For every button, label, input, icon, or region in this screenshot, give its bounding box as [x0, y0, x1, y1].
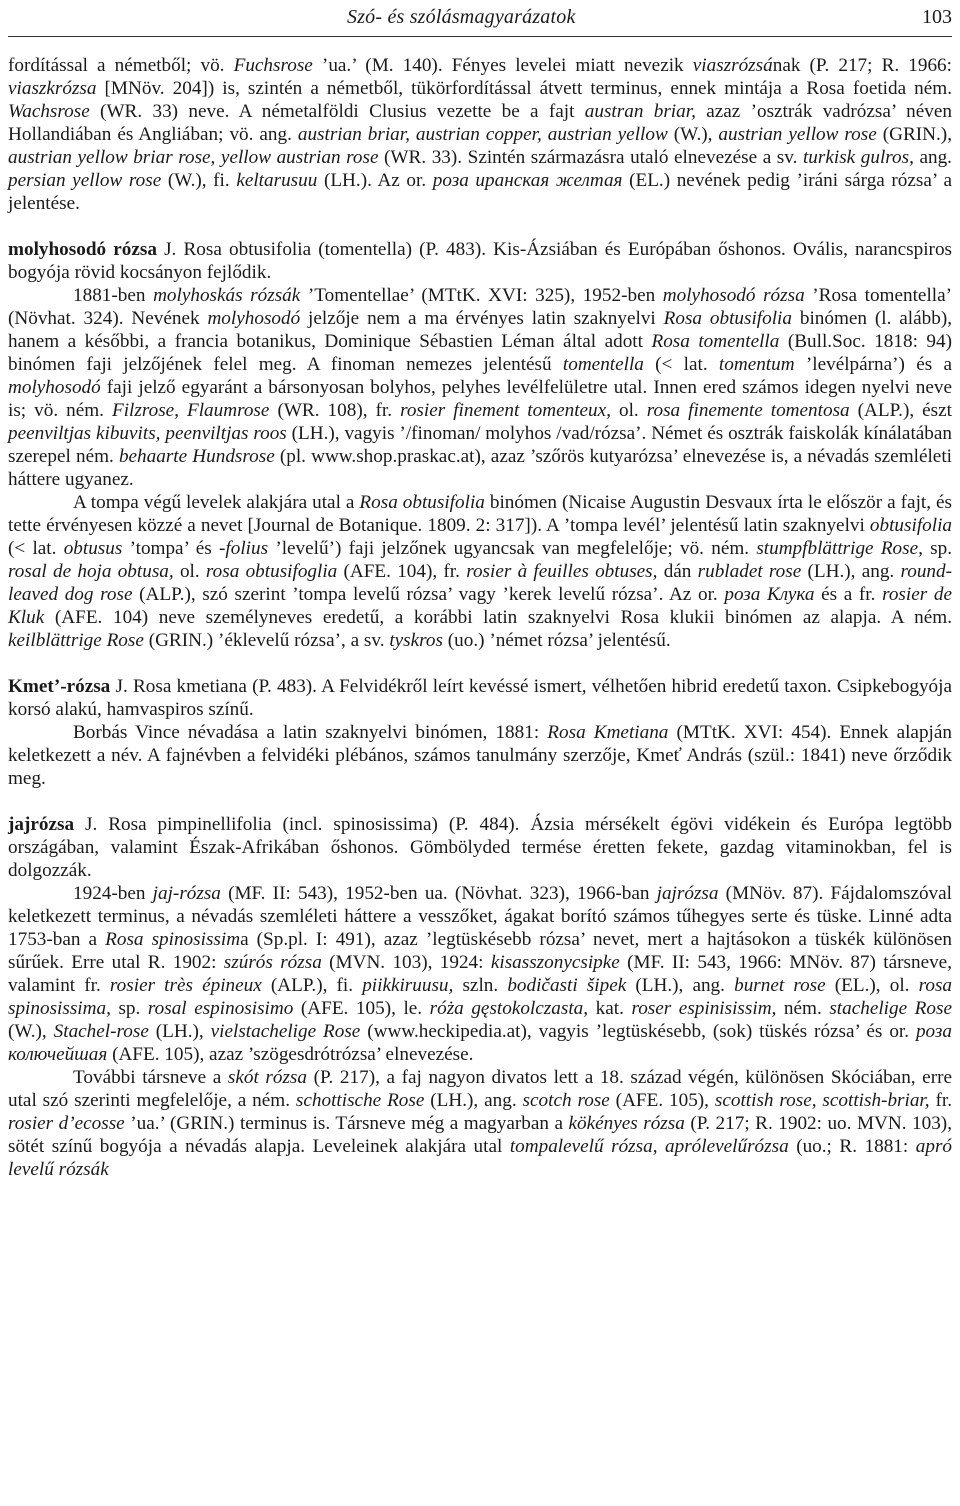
text-run: (LH.). Az or.	[317, 170, 433, 191]
paragraph	[8, 54, 952, 215]
text-run: (Bull.Soc. 1818: 94) binómen faji jelzőjének felel meg. A finoman nemezes jelentésű	[8, 331, 952, 375]
paragraph	[8, 1066, 952, 1181]
italic-term: kökényes rózsa	[568, 1113, 685, 1134]
paragraph	[8, 284, 952, 491]
text-run: (WR. 108), fr.	[269, 400, 401, 421]
text-run: ’ua.’ (GRIN.) terminus is. Társneve még a magyarban a	[124, 1113, 569, 1134]
italic-term: Filzrose, Flaumrose	[112, 400, 270, 421]
text-run: azaz ’osztrák vadrózsa’ néven Hollandiában és Angliában; vö. ang.	[8, 101, 952, 145]
text-run: További társneve a	[73, 1067, 228, 1088]
text-run: ’levelű’) faji jelzőnek ugyancsak van megfelelője; vö. ném.	[268, 538, 757, 559]
text-run: (EL.) nevének pedig ’iráni sárga rózsa’ a jelentése.	[8, 170, 952, 214]
italic-term: tompalevelű rózsa, aprólevelűrózsa	[509, 1136, 789, 1157]
italic-term: Fuchsrose	[233, 55, 313, 76]
text-run: faji jelző egyaránt a bársonyosan bolyhos, pelyhes levélfelületre utal. Innen ered számos idegen nyelvi neve is; vö. ném.	[8, 377, 952, 421]
text-run: ’Rosa tomentella’ (Növhat. 324). Nevének	[8, 285, 953, 329]
entry-headword: molyhosodó rózsa	[8, 239, 157, 260]
text-run: (EL.), ol.	[825, 975, 919, 996]
text-run: Borbás Vince névadása a latin szaknyelvi binómen, 1881:	[73, 722, 548, 743]
text-run: és a fr.	[814, 584, 883, 605]
text-run: (LH.), vagyis ’/finoman/ molyhos /vad/rózsa’. Német és osztrák faiskolák kínálatában szerepel ném.	[8, 423, 952, 467]
italic-term: molyhosodó rózsa	[662, 285, 805, 306]
text-run: sp.	[110, 998, 148, 1019]
italic-term: rosal espinosisimo	[147, 998, 294, 1019]
italic-term: szúrós rózsa	[223, 952, 322, 973]
italic-term: Stachel-rose	[53, 1021, 149, 1042]
text-run: ’levélpárna’) és a	[794, 354, 952, 375]
italic-term: schottische Rose	[295, 1090, 425, 1111]
italic-term: austrian yellow rose	[718, 124, 877, 145]
italic-term: rosier finement tomenteux,	[400, 400, 611, 421]
italic-term: rosier à feuilles obtuses,	[466, 561, 658, 582]
paragraph	[8, 721, 952, 790]
text-run: ang.	[913, 147, 952, 168]
text-run: 1881-ben	[73, 285, 154, 306]
text-run: binómen (l. alább), hanem a későbbi, a francia botanikus, Dominique Sébastien Léman által adott	[8, 308, 953, 352]
italic-term: rosier très épineux	[109, 975, 262, 996]
text-run: (AFE. 105), le.	[293, 998, 430, 1019]
italic-term: behaarte Hundsrose	[118, 446, 275, 467]
italic-term: Rosa Kmetiana	[547, 722, 669, 743]
italic-term: -folius	[219, 538, 269, 559]
italic-term: роза колючейшая	[8, 1021, 952, 1065]
text-run: (ALP.), észt	[849, 400, 952, 421]
text-run: fr.	[929, 1090, 952, 1111]
italic-term: stumpfblättrige Rose,	[756, 538, 923, 559]
italic-term: tyskros	[389, 630, 443, 651]
text-run: ol.	[610, 400, 647, 421]
text-run: (< lat.	[643, 354, 719, 375]
text-run: (MTtK. XVI: 454). Ennek alapján keletkezett a név. A fajnévben a felvidéki plébános, számos tanulmány szerzője, Kmeť András (szül.: 1841) neve őrződik meg.	[8, 722, 952, 789]
text-run: (MF. II: 543), 1952-ben ua. (Növhat. 323), 1966-ban	[220, 883, 657, 904]
text-run: ném.	[776, 998, 830, 1019]
text-run: (ALP.), szó szerint ’tompa levelű rózsa’ vagy ’kerek levelű rózsa’. Az or.	[132, 584, 725, 605]
italic-term: róża gęstokolczasta,	[429, 998, 589, 1019]
text-run: (uo.; R. 1881:	[788, 1136, 916, 1157]
italic-term: skót rózsa	[227, 1067, 307, 1088]
italic-term: rosa spinosissima,	[8, 975, 953, 1019]
text-run: (MF. II: 543, 1966: MNöv. 87) társneve, valamint fr.	[8, 952, 952, 996]
text-run: ’tompa’ és	[122, 538, 220, 559]
italic-term: piikkiruusu,	[362, 975, 454, 996]
italic-term: austrian briar, austrian copper, austrian yellow	[297, 124, 668, 145]
italic-term: scotch rose	[522, 1090, 610, 1111]
dictionary-entry	[8, 238, 952, 284]
italic-term: keltarusuu	[236, 170, 318, 191]
italic-term: obtusus	[63, 538, 123, 559]
entry-headword: Kmet’-rózsa	[8, 676, 111, 697]
italic-term: rubladet rose	[697, 561, 802, 582]
page-body	[8, 54, 952, 1181]
italic-term: tomentum	[718, 354, 795, 375]
italic-term: vielstachelige Rose	[210, 1021, 361, 1042]
italic-term: jaj-rózsa	[152, 883, 221, 904]
italic-term: austrian yellow briar rose, yellow austrian rose	[8, 147, 379, 168]
text-run: J. Rosa obtusifolia (tomentella) (P. 483). Kis-Ázsiában és Európában őshonos. Ovális, narancspiros bogyója rövid kocsányon fejlődik.	[8, 239, 953, 283]
text-run: 1924-ben	[73, 883, 153, 904]
paragraph	[8, 882, 952, 1066]
text-run: (P. 217; R. 1902: uo. MVN. 103), sötét színű bogyója a névadás alapja. Leveleinek alakjára utal	[8, 1113, 952, 1157]
italic-term: Rosa tomentella	[651, 331, 780, 352]
italic-term: rosier de Kluk	[8, 584, 952, 628]
italic-term: роза Клука	[724, 584, 815, 605]
italic-term: Rosa spinosissim	[105, 929, 241, 950]
italic-term: jajrózsa	[656, 883, 719, 904]
italic-term: turkisk gulros,	[802, 147, 914, 168]
italic-term: burnet rose	[734, 975, 826, 996]
text-run: nak (P. 217; R. 1966:	[772, 55, 952, 76]
text-run: (W.), fi.	[161, 170, 237, 191]
italic-term: round-leaved dog rose	[8, 561, 952, 605]
text-run: ’ua.’ (M. 140). Fényes levelei miatt nevezik	[312, 55, 693, 76]
text-run: (GRIN.) ’éklevelű rózsa’, a sv.	[143, 630, 390, 651]
text-run: (WR. 33). Szintén származásra utaló elnevezése a sv.	[378, 147, 803, 168]
text-run: (AFE. 104) neve személyneves eredetű, a korábbi latin szaknyelvi Rosa klukii binómen az alapja. A ném.	[44, 607, 952, 628]
text-run: (LH.),	[148, 1021, 211, 1042]
text-run: (W.),	[667, 124, 719, 145]
text-run: jelzője nem a ma érvényes latin szaknyelvi	[300, 308, 664, 329]
paragraph	[8, 491, 952, 652]
italic-term: molyhosodó	[207, 308, 301, 329]
text-run: (< lat.	[8, 538, 64, 559]
italic-term: obtusifolia	[869, 515, 952, 536]
text-run: binómen (Nicaise Augustin Desvaux írta le először a fajt, és tette érvényesen közzé a nevet [Journal de Botanique. 1809. 2: 317]). A ’tompa levél’ jelentésű latin szaknyelvi	[8, 492, 953, 536]
text-run: sp.	[922, 538, 953, 559]
italic-term: peenviltjas kibuvits, peenviltjas roos	[8, 423, 287, 444]
text-run: a (Sp.pl. I: 491), azaz ’legtüskésebb rózsa’ nevet, mert a hajtásokon a tüskék különösen sűrűek. Erre utal R. 1902:	[8, 929, 952, 973]
italic-term: bodičasti šipek	[507, 975, 627, 996]
italic-term: Wachsrose	[8, 101, 90, 122]
text-run: (MVN. 103), 1924:	[321, 952, 491, 973]
text-run: (WR. 33) neve. A németalföldi Clusius vezette be a fajt	[89, 101, 585, 122]
text-run: [MNöv. 204]) is, szintén a németből, tükörfordítással átvett terminus, ennek mintája a Rosa foetida ném.	[96, 78, 952, 99]
italic-term: kisasszonycsipke	[490, 952, 620, 973]
entry-headword: jajrózsa	[8, 814, 75, 835]
text-run: dán	[657, 561, 698, 582]
text-run: (www.heckipedia.at), vagyis ’legtüskésebb, (sok) tüskés rózsa’ és or.	[360, 1021, 916, 1042]
italic-term: rosal de hoja obtusa,	[8, 561, 174, 582]
text-run: (AFE. 105), azaz ’szögesdrótrózsa’ elnevezése.	[107, 1044, 474, 1065]
italic-term: rosa obtusifoglia	[205, 561, 338, 582]
text-run: (pl. www.shop.praskac.at), azaz ’szőrös kutyarózsa’ elnevezése is, a névadás szemléleti háttere ugyanez.	[8, 446, 952, 490]
text-run: ’Tomentellae’ (MTtK. XVI: 325), 1952-ben	[300, 285, 663, 306]
italic-term: molyhoskás rózsák	[153, 285, 301, 306]
text-run: ol.	[173, 561, 206, 582]
italic-term: роза иранская желтая	[432, 170, 623, 191]
dictionary-entry	[8, 813, 952, 882]
text-run: A tompa végű levelek alakjára utal a	[73, 492, 360, 513]
dictionary-entry	[8, 675, 952, 721]
running-title: Szó- és szólásmagyarázatok	[347, 6, 576, 28]
italic-term: viaszrózsá	[692, 55, 773, 76]
text-run: (W.),	[8, 1021, 54, 1042]
text-run: (uo.) ’német rózsa’ jelentésű.	[442, 630, 671, 651]
page-number: 103	[922, 6, 952, 28]
text-run: (P. 217), a faj nagyon divatos lett a 18. század végén, különösen Skóciában, erre utal szó szerinti megfelelője, a ném.	[8, 1067, 952, 1111]
header-rule	[8, 36, 952, 37]
text-run: (LH.), ang.	[801, 561, 901, 582]
italic-term: austran briar,	[584, 101, 696, 122]
italic-term: rosier d’ecosse	[8, 1113, 125, 1134]
italic-term: tomentella	[562, 354, 644, 375]
text-run: (MNöv. 87). Fájdalomszóval keletkezett terminus, a névadás szemléleti háttere a vesszőket, ágakat borító számos tűhegyes serte és tüske. Linné adta 1753-ban a	[8, 883, 952, 950]
italic-term: molyhosodó	[8, 377, 101, 398]
text-run: J. Rosa kmetiana (P. 483). A Felvidékről leírt kevéssé ismert, vélhetően hibrid eredetű taxon. Csipkebogyója korsó alakú, hamvaspiros színű.	[8, 676, 952, 720]
italic-term: stachelige Rose	[829, 998, 952, 1019]
italic-term: persian yellow rose	[8, 170, 162, 191]
italic-term: Rosa obtusifolia	[359, 492, 485, 513]
italic-term: scottish rose, scottish-briar,	[714, 1090, 930, 1111]
text-run: fordítással a németből; vö.	[8, 55, 234, 76]
text-run: (LH.), ang.	[424, 1090, 523, 1111]
text-run: (LH.), ang.	[626, 975, 735, 996]
italic-term: roser espinisissim,	[631, 998, 777, 1019]
text-run: kat.	[588, 998, 632, 1019]
italic-term: apró levelű rózsák	[8, 1136, 952, 1180]
text-run: szln.	[453, 975, 508, 996]
text-run: (AFE. 105),	[609, 1090, 715, 1111]
text-run: (GRIN.),	[876, 124, 952, 145]
italic-term: viaszkrózsa	[8, 78, 97, 99]
running-header	[0, 0, 960, 38]
text-run: (AFE. 104), fr.	[337, 561, 467, 582]
italic-term: Rosa obtusifolia	[663, 308, 792, 329]
text-run: J. Rosa pimpinellifolia (incl. spinosissima) (P. 484). Ázsia mérsékelt égövi vidékein és Európa legtöbb országában, valamint Észak-Afrikában őshonos. Gömbölyded termése éretten fekete, gazdag vitaminokban, fel is dolgozzák.	[8, 814, 952, 881]
italic-term: keilblättrige Rose	[8, 630, 144, 651]
text-run: (ALP.), fi.	[261, 975, 363, 996]
italic-term: rosa finemente tomentosa	[646, 400, 850, 421]
